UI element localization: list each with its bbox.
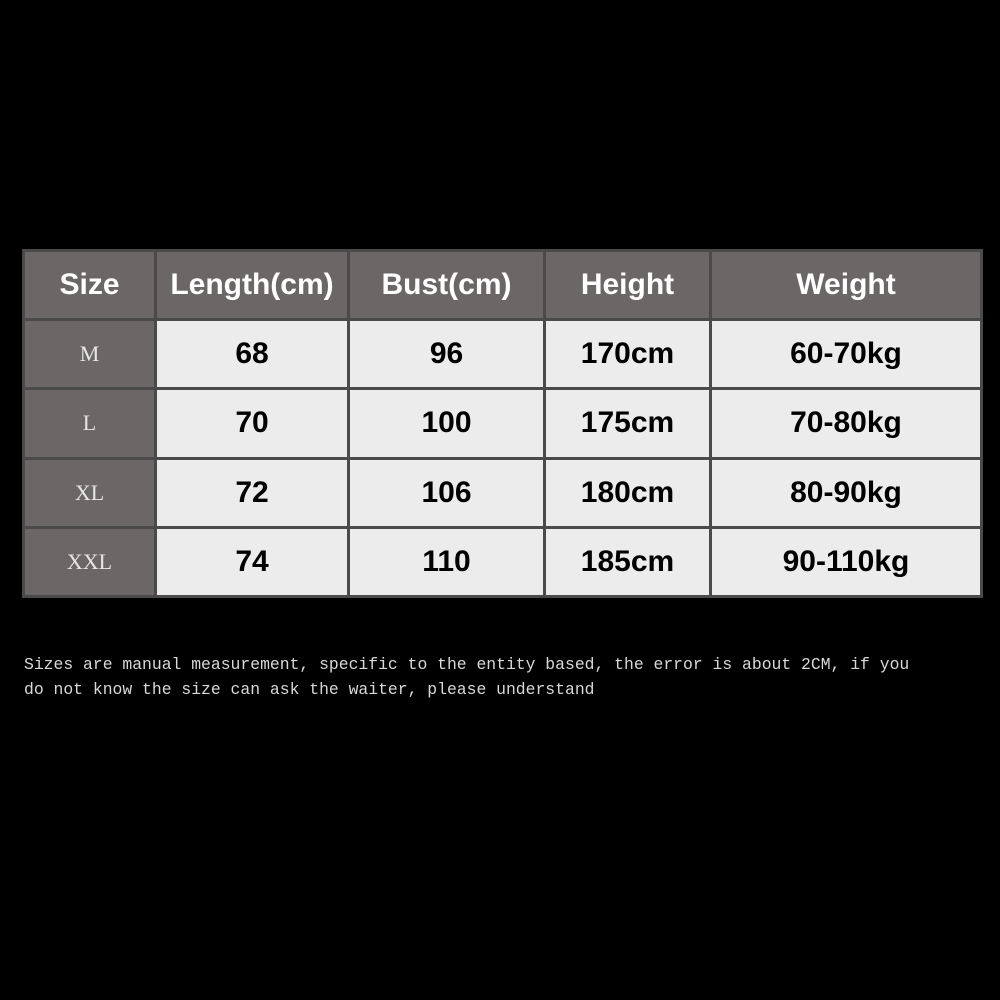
bust-value: 100 <box>349 389 545 458</box>
size-label: M <box>24 320 156 389</box>
header-size: Size <box>24 251 156 320</box>
measurement-note <box>24 652 974 702</box>
bust-value: 106 <box>349 458 545 527</box>
header-length: Length(cm) <box>156 251 349 320</box>
header-row <box>24 251 982 320</box>
bust-value: 96 <box>349 320 545 389</box>
size-label: L <box>24 389 156 458</box>
weight-value: 90-110kg <box>711 527 982 596</box>
header-weight: Weight <box>711 251 982 320</box>
size-label: XXL <box>24 527 156 596</box>
note-line-2: do not know the size can ask the waiter, please understand <box>24 680 595 699</box>
height-value: 185cm <box>545 527 711 596</box>
weight-value: 70-80kg <box>711 389 982 458</box>
size-label: XL <box>24 458 156 527</box>
weight-value: 60-70kg <box>711 320 982 389</box>
weight-value: 80-90kg <box>711 458 982 527</box>
height-value: 175cm <box>545 389 711 458</box>
table-row <box>24 320 982 389</box>
bust-value: 110 <box>349 527 545 596</box>
length-value: 74 <box>156 527 349 596</box>
note-line-1: Sizes are manual measurement, specific to the entity based, the error is about 2CM, if you <box>24 655 910 674</box>
table-row <box>24 389 982 458</box>
table-row <box>24 458 982 527</box>
height-value: 180cm <box>545 458 711 527</box>
header-bust: Bust(cm) <box>349 251 545 320</box>
length-value: 70 <box>156 389 349 458</box>
size-chart-table <box>22 249 983 598</box>
length-value: 68 <box>156 320 349 389</box>
table-row <box>24 527 982 596</box>
header-height: Height <box>545 251 711 320</box>
length-value: 72 <box>156 458 349 527</box>
height-value: 170cm <box>545 320 711 389</box>
